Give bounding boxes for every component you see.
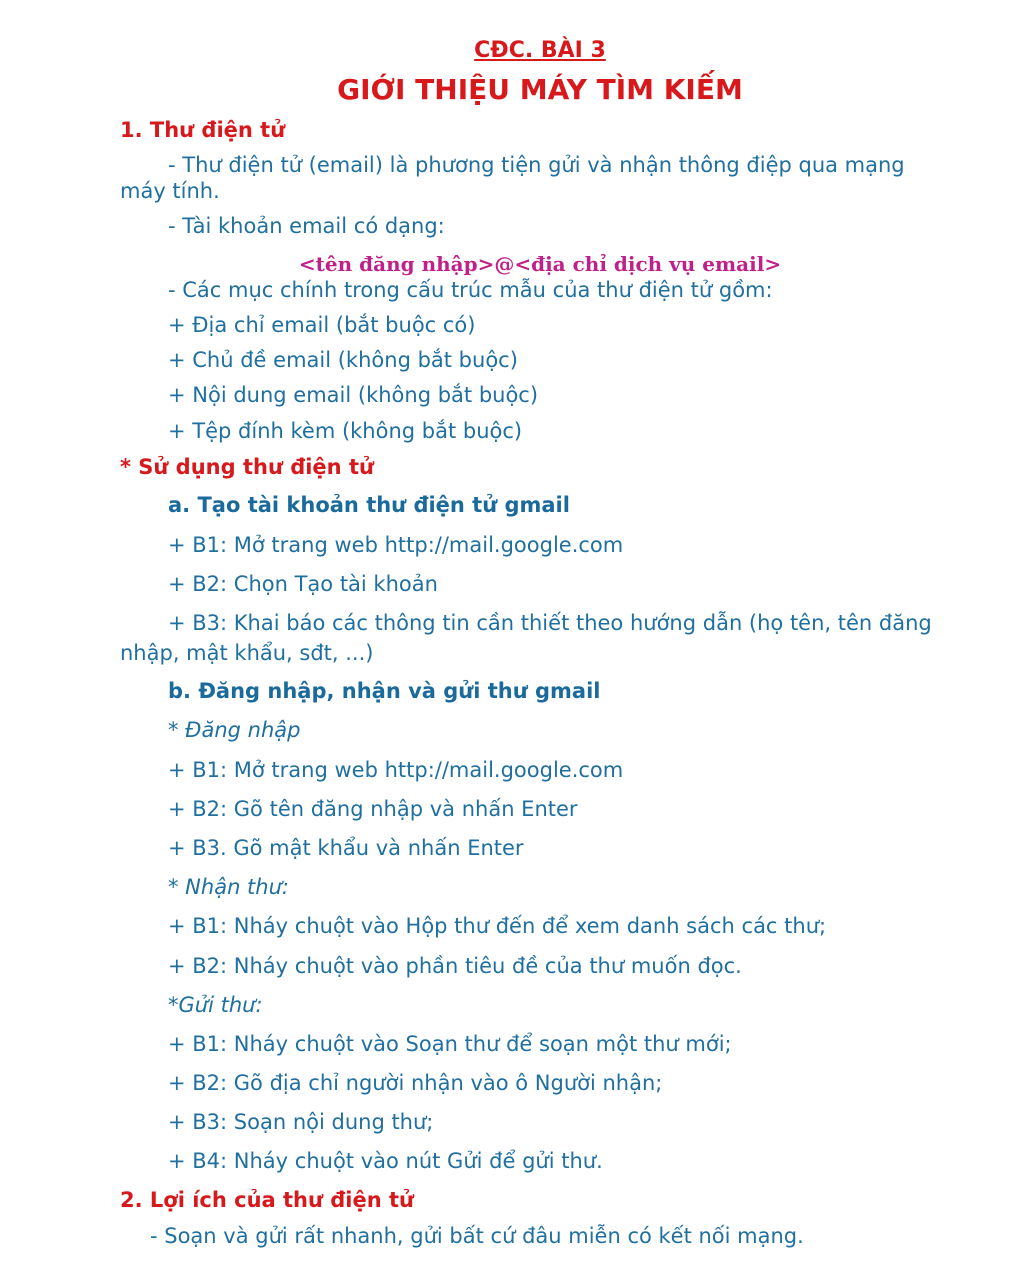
email-definition-line2: máy tính. — [120, 179, 220, 203]
email-definition-line1: - Thư điện tử (email) là phương tiện gửi và nhận thông điệp qua mạng — [168, 153, 905, 177]
section2-heading: 2. Lợi ích của thư điện tử — [120, 1188, 414, 1212]
usage-heading: * Sử dụng thư điện tử — [120, 455, 374, 479]
email-part-item: + Chủ đề email (không bắt buộc) — [168, 348, 518, 372]
send-step: + B1: Nháy chuột vào Soạn thư để soạn một thư mới; — [168, 1032, 732, 1056]
login-step: + B1: Mở trang web http://mail.google.com — [168, 758, 624, 782]
email-part-item: + Tệp đính kèm (không bắt buộc) — [168, 419, 523, 443]
email-parts-intro: - Các mục chính trong cấu trúc mẫu của thư điện tử gồm: — [168, 278, 773, 302]
send-step: + B2: Gõ địa chỉ người nhận vào ô Người nhận; — [168, 1071, 663, 1095]
account-format-intro: - Tài khoản email có dạng: — [168, 214, 445, 238]
email-part-item: + Nội dung email (không bắt buộc) — [168, 383, 539, 407]
create-step-continued: nhập, mật khẩu, sđt, ...) — [120, 641, 374, 665]
email-part-item: + Địa chỉ email (bắt buộc có) — [168, 313, 476, 337]
receive-step: + B2: Nháy chuột vào phần tiêu đề của thư muốn đọc. — [168, 954, 742, 978]
page-title: GIỚI THIỆU MÁY TÌM KIẾM — [337, 73, 743, 106]
send-step: + B3: Soạn nội dung thư; — [168, 1110, 434, 1134]
create-account-heading: a. Tạo tài khoản thư điện tử gmail — [168, 493, 570, 517]
create-step: + B2: Chọn Tạo tài khoản — [168, 572, 438, 596]
create-step: + B1: Mở trang web http://mail.google.com — [168, 533, 624, 557]
login-send-heading: b. Đăng nhập, nhận và gửi thư gmail — [168, 679, 601, 703]
login-subheading: * Đăng nhập — [168, 718, 301, 742]
create-step: + B3: Khai báo các thông tin cần thiết theo hướng dẫn (họ tên, tên đăng — [168, 611, 932, 635]
login-step: + B2: Gõ tên đăng nhập và nhấn Enter — [168, 797, 578, 821]
receive-step: + B1: Nháy chuột vào Hộp thư đến để xem danh sách các thư; — [168, 914, 827, 938]
benefit-line: - Soạn và gửi rất nhanh, gửi bất cứ đâu miễn có kết nối mạng. — [150, 1224, 804, 1248]
section1-heading: 1. Thư điện tử — [120, 118, 286, 142]
send-step: + B4: Nháy chuột vào nút Gửi để gửi thư. — [168, 1149, 603, 1173]
lesson-label: CĐC. BÀI 3 — [474, 38, 606, 63]
receive-subheading: * Nhận thư: — [168, 875, 289, 899]
send-subheading: *Gửi thư: — [168, 993, 263, 1017]
login-step: + B3. Gõ mật khẩu và nhấn Enter — [168, 836, 524, 860]
email-format: <tên đăng nhập>@<địa chỉ dịch vụ email> — [298, 252, 782, 276]
